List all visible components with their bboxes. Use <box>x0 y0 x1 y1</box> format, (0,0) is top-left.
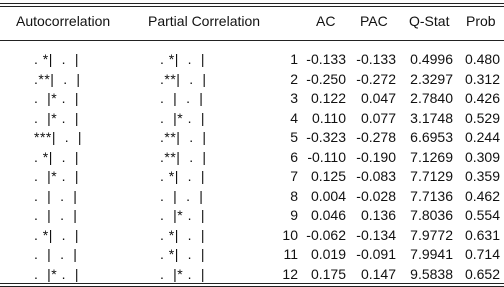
ac-bar: . |* . | <box>34 265 79 282</box>
table-row <box>0 205 504 225</box>
lag-cell: 10 <box>282 226 298 243</box>
qstat-cell: 7.9772 <box>410 226 453 243</box>
pac-cell: -0.091 <box>356 246 396 262</box>
pac-cell: -0.272 <box>356 70 396 87</box>
table-row <box>0 225 504 245</box>
lag-cell: 4 <box>290 109 298 126</box>
ac-cell: 0.110 <box>312 109 346 126</box>
pac-bar: . |* . | <box>160 265 205 282</box>
ac-cell: 0.175 <box>310 265 346 282</box>
qstat-cell: 7.1269 <box>410 148 453 165</box>
pac-bar: . |* . | <box>160 109 205 126</box>
qstat-cell: 3.1748 <box>410 109 453 126</box>
header-partial-correlation: Partial Correlation <box>148 13 261 29</box>
prob-cell: 0.480 <box>464 51 500 67</box>
ac-bar: . *| . | <box>34 51 79 67</box>
qstat-cell: 9.5838 <box>410 265 453 282</box>
lag-cell: 1 <box>290 51 298 67</box>
ac-cell: -0.323 <box>306 129 346 145</box>
pac-cell: 0.147 <box>360 265 396 282</box>
table-row <box>0 186 504 206</box>
ac-cell: -0.250 <box>306 70 346 87</box>
lag-cell: 11 <box>283 246 298 262</box>
ac-bar: . | . | <box>34 187 78 204</box>
pac-bar: .**| . | <box>160 70 207 87</box>
ac-cell: -0.133 <box>306 51 346 67</box>
pac-bar: . *| . | <box>160 226 205 243</box>
qstat-cell: 6.6953 <box>410 129 453 145</box>
table-row <box>0 69 504 89</box>
ac-bar: . *| . | <box>34 148 79 165</box>
prob-cell: 0.631 <box>464 226 500 243</box>
header-pac: PAC <box>360 13 388 29</box>
ac-cell: -0.110 <box>307 148 346 165</box>
lag-cell: 5 <box>290 129 298 145</box>
pac-bar: .**| . | <box>160 129 207 145</box>
pac-bar: . |* . | <box>160 207 205 223</box>
pac-cell: -0.133 <box>356 51 396 67</box>
ac-bar: . | . | <box>34 246 78 262</box>
qstat-cell: 7.7136 <box>410 187 453 204</box>
qstat-cell: 7.8036 <box>410 207 453 223</box>
prob-cell: 0.652 <box>464 265 500 282</box>
header-autocorrelation: Autocorrelation <box>16 13 111 29</box>
ac-bar: . |* . | <box>34 109 79 126</box>
table-row <box>0 108 504 128</box>
qstat-cell: 0.4996 <box>410 51 453 67</box>
prob-cell: 0.309 <box>464 148 500 165</box>
pac-bar: . | . | <box>160 187 204 204</box>
pac-bar: . | . | <box>160 90 204 106</box>
prob-cell: 0.462 <box>464 187 500 204</box>
prob-cell: 0.312 <box>464 70 500 87</box>
prob-cell: 0.359 <box>464 168 500 184</box>
ac-bar: . |* . | <box>34 168 79 184</box>
ac-bar: ***| . | <box>34 129 83 145</box>
ac-cell: -0.062 <box>306 226 346 243</box>
ac-cell: 0.125 <box>310 168 346 184</box>
prob-cell: 0.244 <box>464 129 500 145</box>
lag-cell: 7 <box>290 168 298 184</box>
prob-cell: 0.554 <box>464 207 500 223</box>
ac-cell: 0.046 <box>310 207 346 223</box>
qstat-cell: 7.7129 <box>410 168 453 184</box>
ac-bar: . | . | <box>34 207 78 223</box>
qstat-cell: 2.7840 <box>410 90 453 106</box>
lag-cell: 6 <box>290 148 298 165</box>
table-row <box>0 166 504 186</box>
top-rule-inner <box>0 6 504 7</box>
lag-cell: 3 <box>290 90 298 106</box>
header-rule <box>0 40 504 41</box>
ac-cell: 0.004 <box>310 187 346 204</box>
ac-bar: . *| . | <box>34 226 79 243</box>
table-row <box>0 147 504 167</box>
table-row <box>0 244 504 264</box>
qstat-cell: 7.9941 <box>410 246 453 262</box>
pac-cell: -0.278 <box>356 129 396 145</box>
pac-cell: 0.136 <box>360 207 396 223</box>
header-ac: AC <box>316 13 336 29</box>
prob-cell: 0.714 <box>464 246 500 262</box>
pac-cell: 0.047 <box>360 90 396 106</box>
pac-cell: 0.077 <box>360 109 396 126</box>
prob-cell: 0.426 <box>464 90 500 106</box>
lag-cell: 2 <box>290 70 298 87</box>
pac-bar: . *| . | <box>160 168 205 184</box>
top-rule <box>0 3 504 4</box>
prob-cell: 0.529 <box>464 109 500 126</box>
qstat-cell: 2.3297 <box>410 70 453 87</box>
lag-cell: 12 <box>282 265 298 282</box>
ac-bar: .**| . | <box>34 70 81 87</box>
pac-cell: -0.083 <box>356 168 396 184</box>
lag-cell: 9 <box>290 207 298 223</box>
lag-cell: 8 <box>290 187 298 204</box>
table-row <box>0 127 504 147</box>
header-qstat: Q-Stat <box>409 13 450 29</box>
header-prob: Prob <box>466 13 496 29</box>
pac-bar: .**| . | <box>160 148 207 165</box>
table-row <box>0 88 504 108</box>
table-row <box>0 49 504 69</box>
pac-cell: -0.134 <box>356 226 396 243</box>
ac-cell: 0.122 <box>310 90 346 106</box>
pac-bar: . *| . | <box>160 246 205 262</box>
pac-cell: -0.190 <box>356 148 396 165</box>
pac-cell: -0.028 <box>356 187 396 204</box>
table-row <box>0 264 504 284</box>
pac-bar: . *| . | <box>160 51 205 67</box>
ac-bar: . |* . | <box>34 90 79 106</box>
ac-cell: 0.019 <box>310 246 346 262</box>
